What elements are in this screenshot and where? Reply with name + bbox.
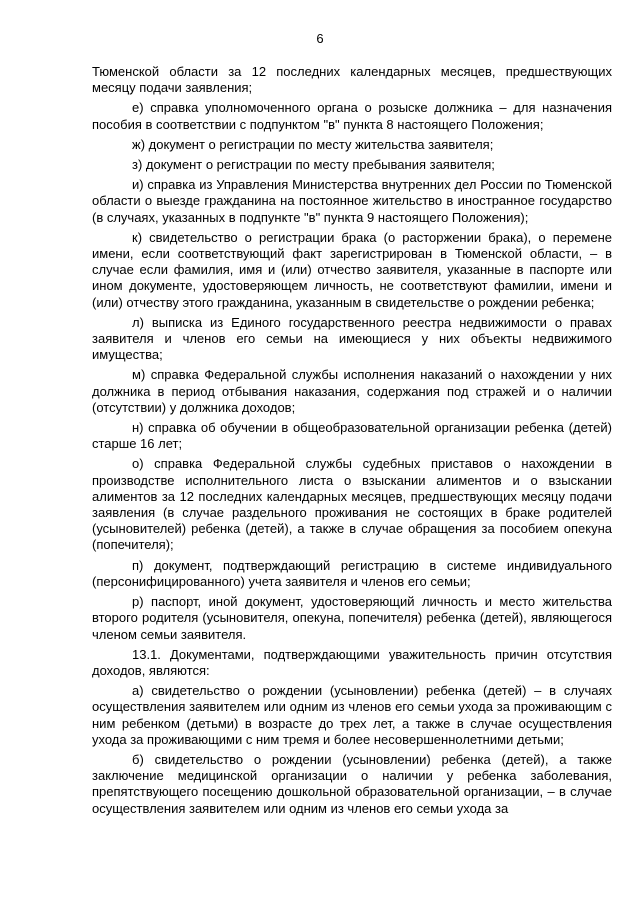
list-item-o: о) справка Федеральной службы судебных приставов о нахождении в производстве исполнительного листа о взыскании алиментов и о взыскании алиментов за 12 последних календарных месяцев, предшествующих месяцу подачи заявления (в случае раздельного проживания не состоящих в браке родителей (усыновителей) ребенка (детей), а также в случае обращения за пособием опекуна (попечителя); — [92, 456, 612, 553]
list-item-i: и) справка из Управления Министерства внутренних дел России по Тюменской области о выезде гражданина на постоянное жительство в иностранное государство (в случаях, указанных в подпункте "в" пункта 9 настоящего Положения); — [92, 177, 612, 225]
list-item-m: м) справка Федеральной службы исполнения наказаний о нахождении у них должника в период отбывания наказания, содержания под стражей и о наличии (отсутствии) у должника доходов; — [92, 367, 612, 415]
document-body — [92, 64, 612, 821]
list-item-k: к) свидетельство о регистрации брака (о расторжении брака), о перемене имени, если соответствующий факт зарегистрирован в Тюменской области, – в случае если фамилия, имя и (или) отчество заявителя, указанные в паспорте или ином документе, удостоверяющем личность, не соответствуют фамилии, имени и (или) отчеству этого гражданина, указанным в свидетельстве о рождении ребенка; — [92, 229, 612, 310]
list-item-n: н) справка об обучении в общеобразовательной организации ребенка (детей) старше 16 лет; — [92, 420, 612, 452]
page-number: 6 — [316, 31, 324, 46]
list-item-zh: ж) документ о регистрации по месту жительства заявителя; — [132, 136, 494, 152]
section-13-1: 13.1. Документами, подтверждающими уважительность причин отсутствия доходов, являются: — [92, 646, 612, 678]
subitem-a: а) свидетельство о рождении (усыновлении) ребенка (детей) – в случаях осуществления заявителем или одним из членов его семьи ухода за проживающим с ним ребенком (детьми) в возрасте до трех лет, а также в случае осуществления ухода за проживающими с ним тремя и более несовершеннолетними детьми; — [92, 683, 612, 747]
list-item-r: р) паспорт, иной документ, удостоверяющий личность и место жительства второго родителя (усыновителя, опекуна, попечителя) ребенка (детей), являющегося членом семьи заявителя. — [92, 594, 612, 642]
list-item-l: л) выписка из Единого государственного реестра недвижимости о правах заявителя и членов его семьи на имеющиеся у них объекты недвижимого имущества; — [92, 314, 612, 363]
list-item-e: е) справка уполномоченного органа о розыске должника – для назначения пособия в соответствии с подпунктом "в" пункта 8 настоящего Положения; — [92, 100, 612, 132]
subitem-b: б) свидетельство о рождении (усыновлении) ребенка (детей), а также заключение медицинской организации о наличии у ребенка заболевания, препятствующего посещению дошкольной образовательной организации, – в случае осуществления заявителем или одним из членов его семьи ухода за — [92, 751, 612, 816]
list-item-z: з) документ о регистрации по месту пребывания заявителя; — [132, 157, 495, 173]
paragraph-continuation: Тюменской области за 12 последних календарных месяцев, предшествующих месяцу подачи заявления; — [92, 64, 612, 96]
list-item-p: п) документ, подтверждающий регистрацию в системе индивидуального (персонифицированного) учета заявителя и членов его семьи; — [92, 557, 612, 589]
